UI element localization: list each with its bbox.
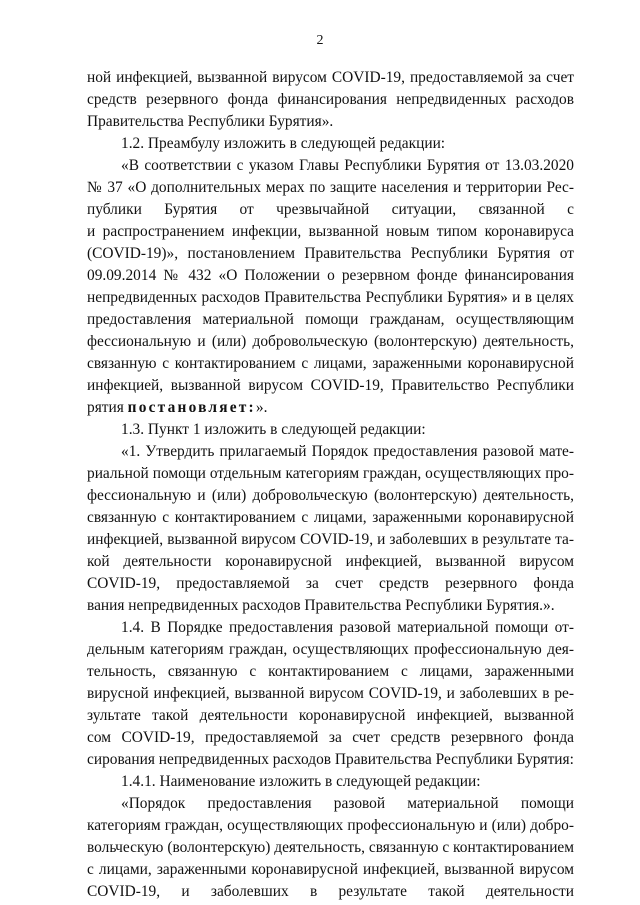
text-line-content: дельным категориям граждан, осуществляющих профессиональную дея- bbox=[87, 641, 574, 658]
text-line bbox=[87, 353, 574, 375]
text-line bbox=[87, 463, 574, 485]
text-line-content: инфекцией, вызванной вирусом COVID-19, и заболевших в результате та- bbox=[87, 531, 574, 548]
text-line-content: фессиональную и (или) добровольческую (волонтерскую) деятельность, bbox=[87, 487, 574, 504]
text-line bbox=[87, 287, 574, 309]
text-line-content: тельность, связанную с контактированием с лицами, зараженными bbox=[87, 663, 574, 680]
text-line-content: вирусной инфекцией, вызванной вирусом COVID-19, и заболевших в ре- bbox=[87, 685, 574, 702]
text-line-content: Правительства Республики Бурятия». bbox=[87, 113, 334, 130]
text-line bbox=[87, 661, 574, 683]
text-line bbox=[87, 441, 574, 463]
text-line bbox=[87, 837, 574, 859]
text-line-content: вольческую (волонтерскую) деятельность, связанную с контактированием bbox=[87, 839, 574, 856]
text-line-content: риальной помощи отдельным категориям граждан, осуществляющих про- bbox=[87, 465, 574, 482]
text-line-suffix: ». bbox=[255, 399, 268, 416]
text-line-content: зультате такой деятельности коронавирусной инфекцией, вызванной bbox=[87, 707, 574, 724]
text-line bbox=[87, 507, 574, 529]
text-line bbox=[87, 573, 574, 595]
text-line bbox=[87, 243, 574, 265]
text-line-content: сирования непредвиденных расходов Правительства Республики Бурятия: bbox=[87, 751, 574, 768]
text-line bbox=[87, 683, 574, 705]
text-line bbox=[87, 771, 574, 793]
text-line-content: «1. Утвердить прилагаемый Порядок предоставления разовой мате- bbox=[121, 443, 574, 460]
text-line-content: вания непредвиденных расходов Правительства Республики Бурятия.». bbox=[87, 597, 555, 614]
text-line-content: кой деятельности коронавирусной инфекцией, вызванной вирусом bbox=[87, 553, 574, 570]
text-line bbox=[87, 397, 574, 419]
text-line bbox=[87, 133, 574, 155]
text-line-content: 1.4.1. Наименование изложить в следующей редакции: bbox=[121, 773, 481, 790]
text-line-content: № 37 «О дополнительных мерах по защите населения и территории Рес- bbox=[87, 179, 574, 196]
text-line-content: «В соответствии с указом Главы Республики Бурятия от 13.03.2020 bbox=[121, 157, 574, 174]
text-line bbox=[87, 419, 574, 441]
text-line-content: (COVID-19)», постановлением Правительства Республики Бурятия от bbox=[87, 245, 574, 262]
decree-keyword: постановляет: bbox=[127, 399, 256, 416]
text-line bbox=[87, 375, 574, 397]
text-line bbox=[87, 617, 574, 639]
text-line bbox=[87, 529, 574, 551]
text-line bbox=[87, 749, 574, 771]
text-line-content: предоставления материальной помощи гражданам, осуществляющим bbox=[87, 311, 574, 328]
text-line-content: «Порядок предоставления разовой материальной помощи bbox=[121, 795, 574, 812]
text-line bbox=[87, 793, 574, 815]
text-line bbox=[87, 177, 574, 199]
text-line bbox=[87, 727, 574, 749]
text-line bbox=[87, 199, 574, 221]
text-line bbox=[87, 705, 574, 727]
text-line-content: связанную с контактированием с лицами, зараженными коронавирусной bbox=[87, 509, 574, 526]
text-line-content: связанную с контактированием с лицами, зараженными коронавирусной bbox=[87, 355, 574, 372]
text-line-content: средств резервного фонда финансирования непредвиденных расходов bbox=[87, 91, 574, 108]
text-line-content: инфекцией, вызванной вирусом COVID-19, Правительство Республики bbox=[87, 377, 574, 394]
text-line bbox=[87, 155, 574, 177]
text-line bbox=[87, 639, 574, 661]
text-line-content: 1.4. В Порядке предоставления разовой материальной помощи от- bbox=[121, 619, 574, 636]
text-line-content: 1.2. Преамбулу изложить в следующей редакции: bbox=[121, 135, 446, 152]
text-line-content: фессиональную и (или) добровольческую (волонтерскую) деятельность, bbox=[87, 333, 574, 350]
text-line bbox=[87, 859, 574, 881]
text-line-content: 1.3. Пункт 1 изложить в следующей редакции: bbox=[121, 421, 426, 438]
text-line bbox=[87, 89, 574, 111]
text-line bbox=[87, 309, 574, 331]
document-body bbox=[87, 67, 574, 903]
text-line-content: публики Бурятия от чрезвычайной ситуации, связанной с bbox=[87, 201, 574, 218]
text-line bbox=[87, 881, 574, 903]
text-line bbox=[87, 111, 574, 133]
text-line-content: рятия bbox=[87, 399, 128, 416]
text-line bbox=[87, 331, 574, 353]
text-line-content: ной инфекцией, вызванной вирусом COVID-19, предоставляемой за счет bbox=[87, 69, 574, 86]
text-line bbox=[87, 67, 574, 89]
text-line-content: COVID-19, и заболевших в результате такой деятельности bbox=[87, 883, 574, 900]
text-line-content: 09.09.2014 № 432 «О Положении о резервном фонде финансирования bbox=[87, 267, 574, 284]
text-line bbox=[87, 265, 574, 287]
text-line bbox=[87, 485, 574, 507]
text-line-content: и распространением инфекции, вызванной новым типом коронавируса bbox=[87, 223, 574, 240]
text-line-content: с лицами, зараженными коронавирусной инфекцией, вызванной вирусом bbox=[87, 861, 574, 878]
text-line-content: COVID-19, предоставляемой за счет средств резервного фонда bbox=[87, 575, 574, 592]
text-line bbox=[87, 595, 574, 617]
text-line-content: непредвиденных расходов Правительства Республики Бурятия» и в целях bbox=[87, 289, 574, 306]
text-line bbox=[87, 221, 574, 243]
text-line bbox=[87, 815, 574, 837]
text-line-content: сом COVID-19, предоставляемой за счет средств резервного фонда bbox=[87, 729, 574, 746]
text-line-content: категориям граждан, осуществляющих профессиональную и (или) добро- bbox=[87, 817, 574, 834]
page-number: 2 bbox=[316, 33, 324, 48]
text-line bbox=[87, 551, 574, 573]
